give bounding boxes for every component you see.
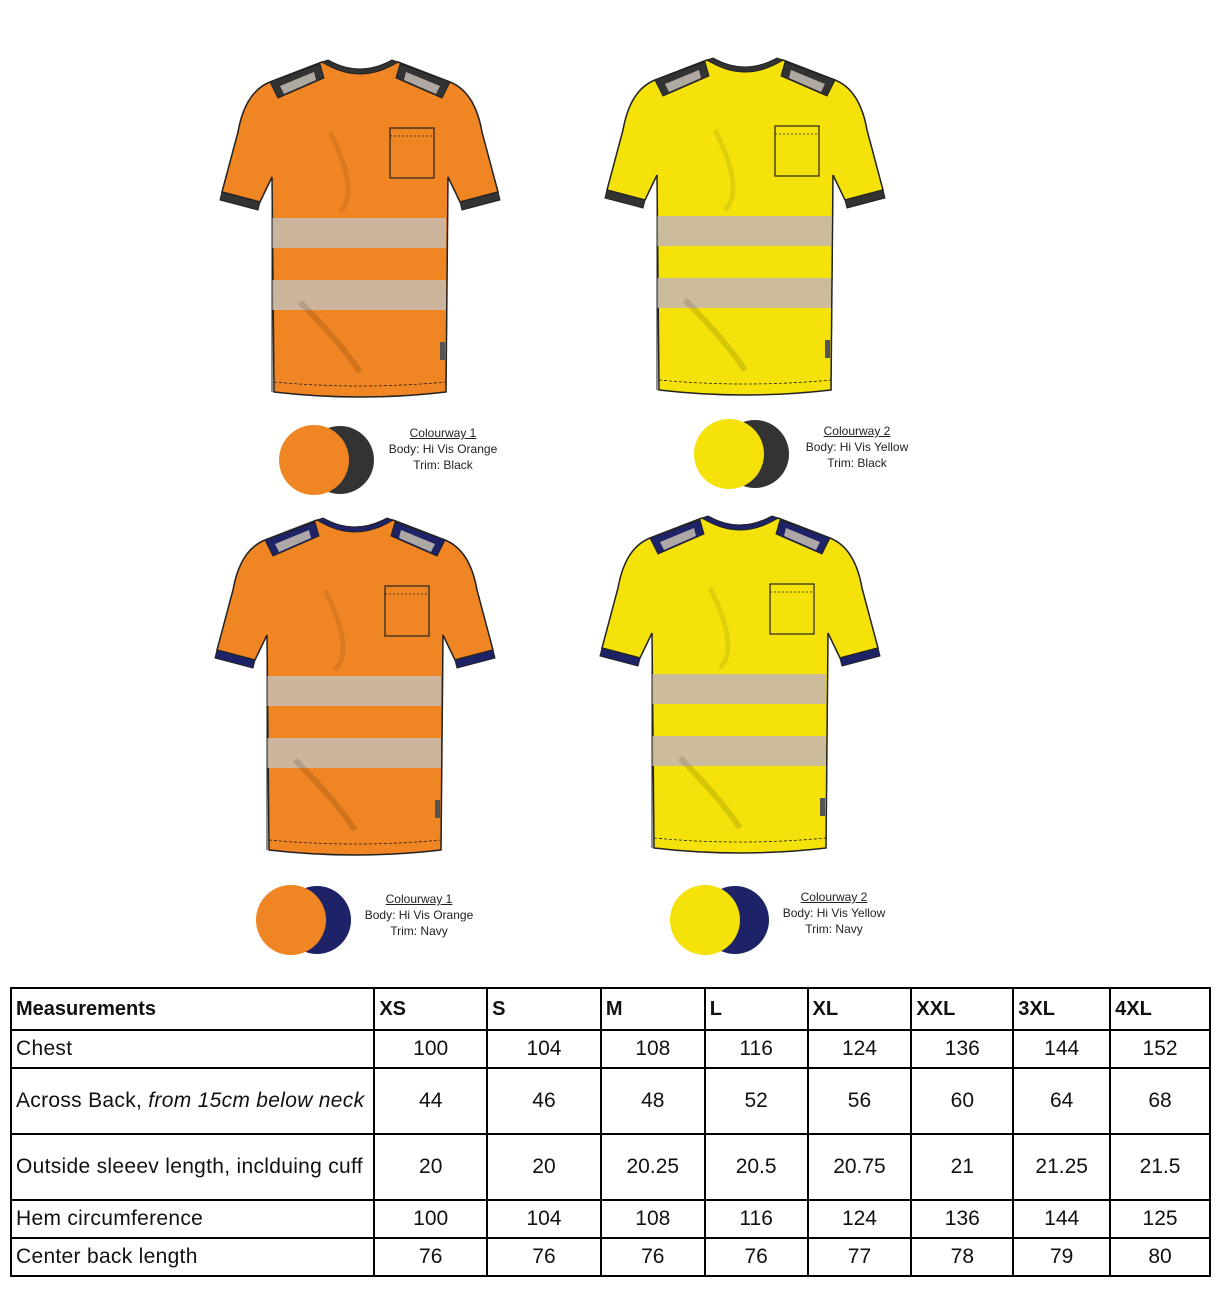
colourway-trim: Trim: Black xyxy=(827,456,887,470)
header-cell: S xyxy=(487,988,601,1030)
value-cell: 144 xyxy=(1013,1030,1110,1068)
value-cell: 60 xyxy=(911,1068,1013,1134)
row-label: Hem circumference xyxy=(11,1200,374,1238)
colourway-trim: Trim: Black xyxy=(413,458,473,472)
colourway-title: Colourway 2 xyxy=(800,890,868,904)
value-cell: 44 xyxy=(374,1068,487,1134)
shirt-orange-black xyxy=(210,42,510,407)
colourway-trim: Trim: Navy xyxy=(805,922,863,936)
row-label: Outside sleeev length, inclduing cuff xyxy=(11,1134,374,1200)
value-cell: 20.25 xyxy=(601,1134,705,1200)
value-cell: 104 xyxy=(487,1030,601,1068)
row-label: Center back length xyxy=(11,1238,374,1276)
value-cell: 80 xyxy=(1110,1238,1210,1276)
value-cell: 79 xyxy=(1013,1238,1110,1276)
colourway-caption xyxy=(771,889,897,937)
value-cell: 76 xyxy=(487,1238,601,1276)
value-cell: 21.5 xyxy=(1110,1134,1210,1200)
value-cell: 21.25 xyxy=(1013,1134,1110,1200)
value-cell: 77 xyxy=(808,1238,912,1276)
header-cell: M xyxy=(601,988,705,1030)
value-cell: 20.75 xyxy=(808,1134,912,1200)
tshirt-illustration xyxy=(210,42,510,402)
swatch-orange-navy xyxy=(255,884,355,956)
shirt-yellow-navy xyxy=(590,498,890,863)
colourway-title: Colourway 1 xyxy=(409,426,477,440)
colourway-caption xyxy=(380,425,506,473)
table-row xyxy=(11,1068,1210,1134)
value-cell: 108 xyxy=(601,1030,705,1068)
table-header-row xyxy=(11,988,1210,1030)
body-colour-circle xyxy=(694,419,764,489)
value-cell: 100 xyxy=(374,1200,487,1238)
table-row xyxy=(11,1030,1210,1068)
swatch-orange-black xyxy=(278,424,378,496)
shirt-yellow-black xyxy=(595,40,895,405)
value-cell: 21 xyxy=(911,1134,1013,1200)
value-cell: 116 xyxy=(705,1030,808,1068)
body-colour-circle xyxy=(670,885,740,955)
header-cell: 4XL xyxy=(1110,988,1210,1030)
value-cell: 136 xyxy=(911,1030,1013,1068)
body-colour-circle xyxy=(279,425,349,495)
value-cell: 76 xyxy=(374,1238,487,1276)
value-cell: 56 xyxy=(808,1068,912,1134)
value-cell: 52 xyxy=(705,1068,808,1134)
value-cell: 20 xyxy=(487,1134,601,1200)
row-label: Chest xyxy=(11,1030,374,1068)
value-cell: 64 xyxy=(1013,1068,1110,1134)
colourway-body: Body: Hi Vis Yellow xyxy=(782,906,886,920)
colourway-body: Body: Hi Vis Yellow xyxy=(805,440,909,454)
colourway-caption xyxy=(356,891,482,939)
colourway-trim: Trim: Navy xyxy=(390,924,448,938)
body-colour-circle xyxy=(256,885,326,955)
colourway-title: Colourway 1 xyxy=(385,892,453,906)
tshirt-illustration xyxy=(595,40,895,400)
value-cell: 68 xyxy=(1110,1068,1210,1134)
shirt-orange-navy xyxy=(205,500,505,865)
header-cell: L xyxy=(705,988,808,1030)
value-cell: 136 xyxy=(911,1200,1013,1238)
value-cell: 152 xyxy=(1110,1030,1210,1068)
value-cell: 104 xyxy=(487,1200,601,1238)
header-cell: XXL xyxy=(911,988,1013,1030)
value-cell: 124 xyxy=(808,1200,912,1238)
table-row xyxy=(11,1134,1210,1200)
value-cell: 76 xyxy=(705,1238,808,1276)
header-cell: XL xyxy=(808,988,912,1030)
header-cell: 3XL xyxy=(1013,988,1110,1030)
tshirt-illustration xyxy=(590,498,890,858)
value-cell: 20 xyxy=(374,1134,487,1200)
table-row xyxy=(11,1200,1210,1238)
swatch-yellow-navy xyxy=(669,884,769,956)
value-cell: 125 xyxy=(1110,1200,1210,1238)
colourway-caption xyxy=(794,423,920,471)
measurements-table xyxy=(10,987,1211,1277)
value-cell: 78 xyxy=(911,1238,1013,1276)
row-label: Across Back, from 15cm below neck xyxy=(11,1068,374,1134)
value-cell: 100 xyxy=(374,1030,487,1068)
tshirt-illustration xyxy=(205,500,505,860)
value-cell: 116 xyxy=(705,1200,808,1238)
colourway-body: Body: Hi Vis Orange xyxy=(388,442,498,456)
value-cell: 76 xyxy=(601,1238,705,1276)
colourway-title: Colourway 2 xyxy=(823,424,891,438)
value-cell: 124 xyxy=(808,1030,912,1068)
table-row xyxy=(11,1238,1210,1276)
header-cell: Measurements xyxy=(11,988,374,1030)
colourway-body: Body: Hi Vis Orange xyxy=(364,908,474,922)
value-cell: 20.5 xyxy=(705,1134,808,1200)
value-cell: 46 xyxy=(487,1068,601,1134)
swatch-yellow-black xyxy=(693,418,793,490)
value-cell: 144 xyxy=(1013,1200,1110,1238)
value-cell: 108 xyxy=(601,1200,705,1238)
value-cell: 48 xyxy=(601,1068,705,1134)
header-cell: XS xyxy=(374,988,487,1030)
